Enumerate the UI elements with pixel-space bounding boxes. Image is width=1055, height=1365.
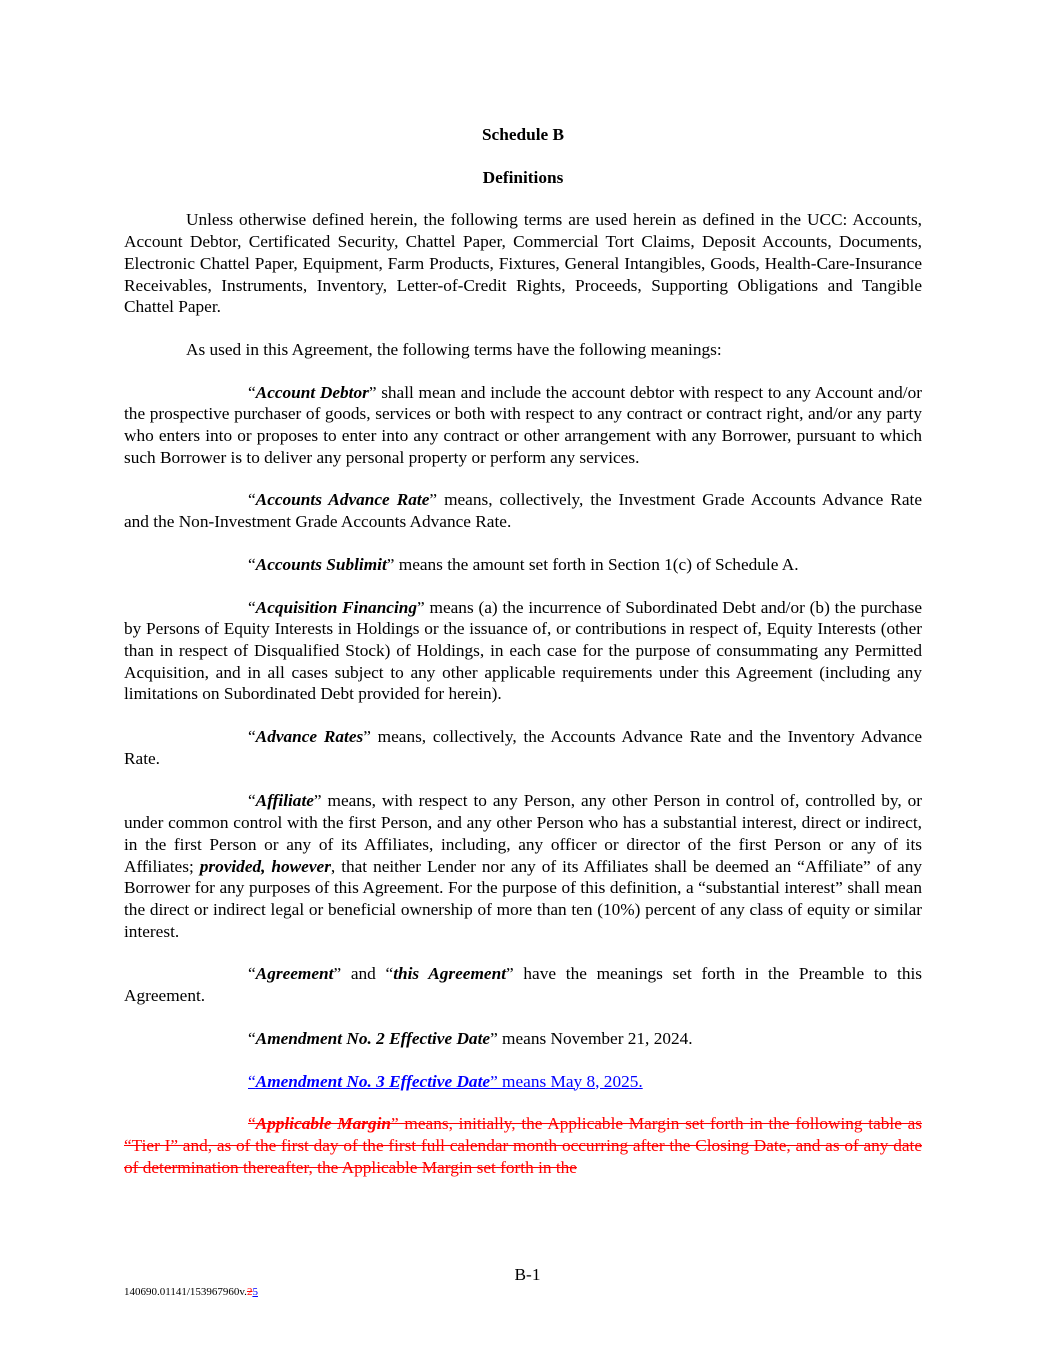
proviso: provided, however [199,856,331,876]
definition-account-debtor [124,382,922,469]
document-id [124,1286,258,1298]
term: Amendment No. 2 Effective Date [255,1028,491,1048]
definition-text: ” means November 21, 2024. [490,1028,693,1048]
intro-paragraph: Unless otherwise defined herein, the following terms are used herein as defined in the UCC: Accounts, Account Debtor, Certificated Security, Chattel Paper, Commercial Tort Claims, Deposit Accounts, Documents, Electronic Chattel Paper, Equipment, Farm Products, Fixtures, General Intangibles, Goods, Health-Care-Insurance Receivables, Instruments, Inventory, Letter-of-Credit Rights, Proceeds, Supporting Obligations and Tangible Chattel Paper. [124,210,922,317]
definition-agreement [124,963,922,1006]
definition-applicable-margin-deleted [124,1113,922,1178]
term: Accounts Advance Rate [255,490,430,510]
connector: ” and “ [333,964,394,984]
quote: “ [248,1114,256,1134]
definition-text-2: , that neither Lender nor any of its Affiliates shall be deemed an “Affiliate” of any Borrower for any purposes of this Agreement. For the purpose of this definition, a “substantial interest” shall mean the direct or indirect legal or beneficial ownership of more than ten (10%) percent of any class of equity or similar interest. [124,856,922,941]
quote: “ [248,1071,256,1091]
term: Affiliate [255,791,314,811]
quote: “ [248,791,256,811]
term: Account Debtor [255,382,369,402]
term: Applicable Margin [255,1114,392,1134]
definition-amendment-2 [124,1028,922,1050]
definition-accounts-advance-rate [124,489,922,532]
definition-accounts-sublimit [124,554,922,576]
deleted-version: 2 [246,1286,253,1298]
definition-text: ” means (a) the incurrence of Subordinated Debt and/or (b) the purchase by Persons of Equity Interests in Holdings or the issuance of, or contributions in respect of, Equity Interests (other than in respect of Disqualified Stock) of Holdings, in each case for the purpose of consummating any Permitted Acquisition, and in all cases subject to any other applicable requirements under this Agreement (including any limitations on Subordinated Debt provided for herein). [124,597,922,704]
term: Acquisition Financing [255,597,418,617]
definition-amendment-3-inserted [124,1071,922,1093]
schedule-heading: Schedule B [481,125,565,144]
intro-paragraph-2: As used in this Agreement, the following terms have the following meanings: [186,339,722,359]
quote: “ [248,382,256,402]
term: Agreement [255,964,334,984]
page-number: B-1 [514,1265,541,1284]
definition-text: ” means May 8, 2025. [490,1071,643,1091]
term: Amendment No. 3 Effective Date [255,1071,491,1091]
definition-affiliate [124,790,922,942]
doc-id-text: 140690.01141/153967960v. [124,1286,247,1298]
definition-advance-rates [124,726,922,769]
quote: “ [248,964,256,984]
definition-text: ” means, initially, the Applicable Margin set forth in the following table as “Tier I” and, as of the first day of the first full calendar month occurring after the Closing Date, and as of any date of determination thereafter, the Applicable Margin set forth in the [124,1114,922,1177]
quote: “ [248,727,256,747]
definition-acquisition-financing [124,597,922,706]
definition-text: ” means, collectively, the Accounts Advance Rate and the Inventory Advance Rate. [124,727,922,768]
quote: “ [248,597,256,617]
definition-text: ” have the meanings set forth in the Preamble to this Agreement. [124,964,922,1006]
definitions-heading: Definitions [482,167,564,187]
quote: “ [248,1028,256,1048]
term: Advance Rates [255,727,364,747]
definition-text: ” means, with respect to any Person, any other Person in control of, controlled by, or under common control with the first Person, and any other Person who has a substantial interest, direct or indirect, in the first Person or any of its Affiliates, including, any officer or director of the first Person or any of its Affiliates; [124,791,922,876]
inserted-version: 5 [252,1286,258,1298]
definition-text: ” shall mean and include the account debtor with respect to any Account and/or the prospective purchaser of goods, services or both with respect to any contract or contract right, and/or any party who enters into or proposes to enter into any contract or other arrangement with any Borrower, pursuant to which such Borrower is to deliver any personal property or perform any services. [124,382,922,467]
document-body [124,124,922,1199]
definition-text: ” means, collectively, the Investment Grade Accounts Advance Rate and the Non-Investment Grade Accounts Advance Rate. [124,490,922,532]
quote: “ [248,490,256,510]
definition-text: ” means the amount set forth in Section 1(c) of Schedule A. [386,554,799,574]
term: Accounts Sublimit [255,554,387,574]
term-2: this Agreement [393,964,506,984]
quote: “ [248,554,256,574]
